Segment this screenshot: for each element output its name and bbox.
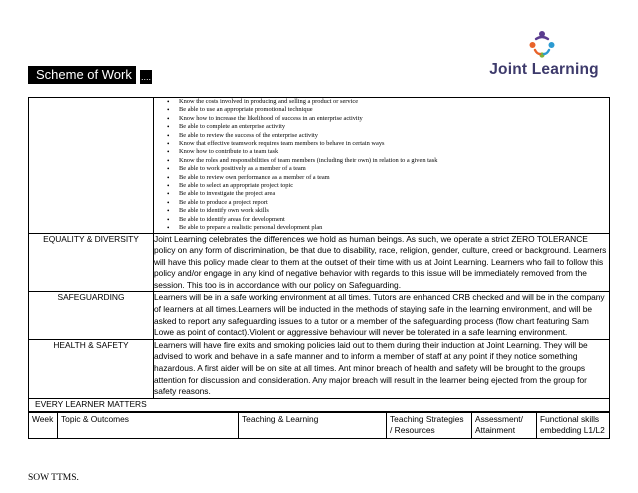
outcome-item: • Know how to increase the likelihood of success in an enterprise activity — [167, 115, 609, 123]
outcome-item: • Be able to produce a project report — [167, 199, 609, 207]
footer-text: SOW TTMS. — [28, 473, 79, 483]
safeguarding-label: SAFEGUARDING — [29, 292, 154, 339]
outcomes-row — [29, 98, 610, 234]
outcomes-cell — [154, 98, 610, 234]
health-safety-text: Learners will have fire exits and smoking policies laid out to them during their induction at Joint Learning. They will be advised to work and behave in a safe manner and to inform a member of staff at any point if they notice something hazardous. A first aider will be on site at all times. Ant minor breach of health and safety will be brought to the groups attention for discussion and consideration. Any major breach will result in the learner being ejected from the group for safety reasons. — [154, 339, 610, 398]
header-week: Week — [29, 413, 58, 439]
header-teaching-strategies: Teaching Strategies / Resources — [387, 413, 472, 439]
outcome-item: • Know how to contribute to a team task — [167, 148, 609, 156]
safeguarding-text: Learners will be in a safe working environment at all times. Tutors are enhanced CRB checked and will be in the company of learners at all times.Learners will be inducted in the methods of staying safe in the learning environment, and will be asked to report any safeguarding issues to a tutor or a member of the safeguarding process (flow chart featuring Sam Lowe as point of contact).Violent or aggressive behaviour will never be tolerated in a safe learning environment. — [154, 292, 610, 339]
outcome-item: • Know the roles and responsibilities of team members (including their own) in relation to a given task — [167, 157, 609, 165]
outcomes-list — [154, 98, 609, 233]
scheme-table — [28, 97, 610, 412]
outcome-item: • Know that effective teamwork requires team members to behave in certain ways — [167, 140, 609, 148]
page-title-trail: .... — [141, 72, 152, 82]
outcome-item: • Be able to prepare a realistic personal development plan — [167, 224, 609, 232]
every-learner-label: EVERY LEARNER MATTERS — [29, 398, 610, 411]
outcome-item: • Be able to use an appropriate promotional technique — [167, 106, 609, 114]
every-learner-row — [29, 398, 610, 411]
outcome-item: • Be able to select an appropriate project topic — [167, 182, 609, 190]
page-title: Scheme of Work — [34, 66, 136, 84]
outcome-item: • Be able to review the success of the enterprise activity — [167, 132, 609, 140]
outcome-item: • Be able to work positively as a member of a team — [167, 165, 609, 173]
safeguarding-row — [29, 292, 610, 339]
health-safety-label: HEALTH & SAFETY — [29, 339, 154, 398]
header-teaching-learning: Teaching & Learning — [239, 413, 387, 439]
equality-text: Joint Learning celebrates the differences we hold as human beings. As such, we operate a strict ZERO TOLERANCE policy on any form of discrimination, be that due to disability, race, religion, gender, culture, creed or background. Learners will have this policy made clear to them at the outset of their time with us at Joint Learning. Learners who fail to follow this policy and/or engage in any kind of negative behavior with regards to this issue will be immediately removed from the session. This too is in accordance with our policy on Safeguarding. — [154, 233, 610, 292]
people-circle-icon — [528, 30, 556, 58]
outcome-item: • Be able to identify areas for development — [167, 216, 609, 224]
outcome-item: • Be able to identify own work skills — [167, 207, 609, 215]
header-assessment: Assessment/ Attainment — [472, 413, 537, 439]
health-safety-row — [29, 339, 610, 398]
header-functional-skills: Functional skills embedding L1/L2 — [537, 413, 610, 439]
outcomes-label-cell — [29, 98, 154, 234]
outcome-item: • Be able to complete an enterprise activity — [167, 123, 609, 131]
joint-learning-logo — [484, 30, 604, 86]
outcome-item: • Be able to review own performance as a member of a team — [167, 174, 609, 182]
equality-label: EQUALITY & DIVERSITY — [29, 233, 154, 292]
header-topic-outcomes: Topic & Outcomes — [58, 413, 239, 439]
week-header-row — [29, 413, 610, 439]
equality-row — [29, 233, 610, 292]
outcome-item: • Be able to investigate the project area — [167, 190, 609, 198]
week-table — [28, 412, 610, 439]
outcome-item: • Know the costs involved in producing and selling a product or service — [167, 98, 609, 106]
logo-text: Joint Learning — [489, 61, 599, 78]
